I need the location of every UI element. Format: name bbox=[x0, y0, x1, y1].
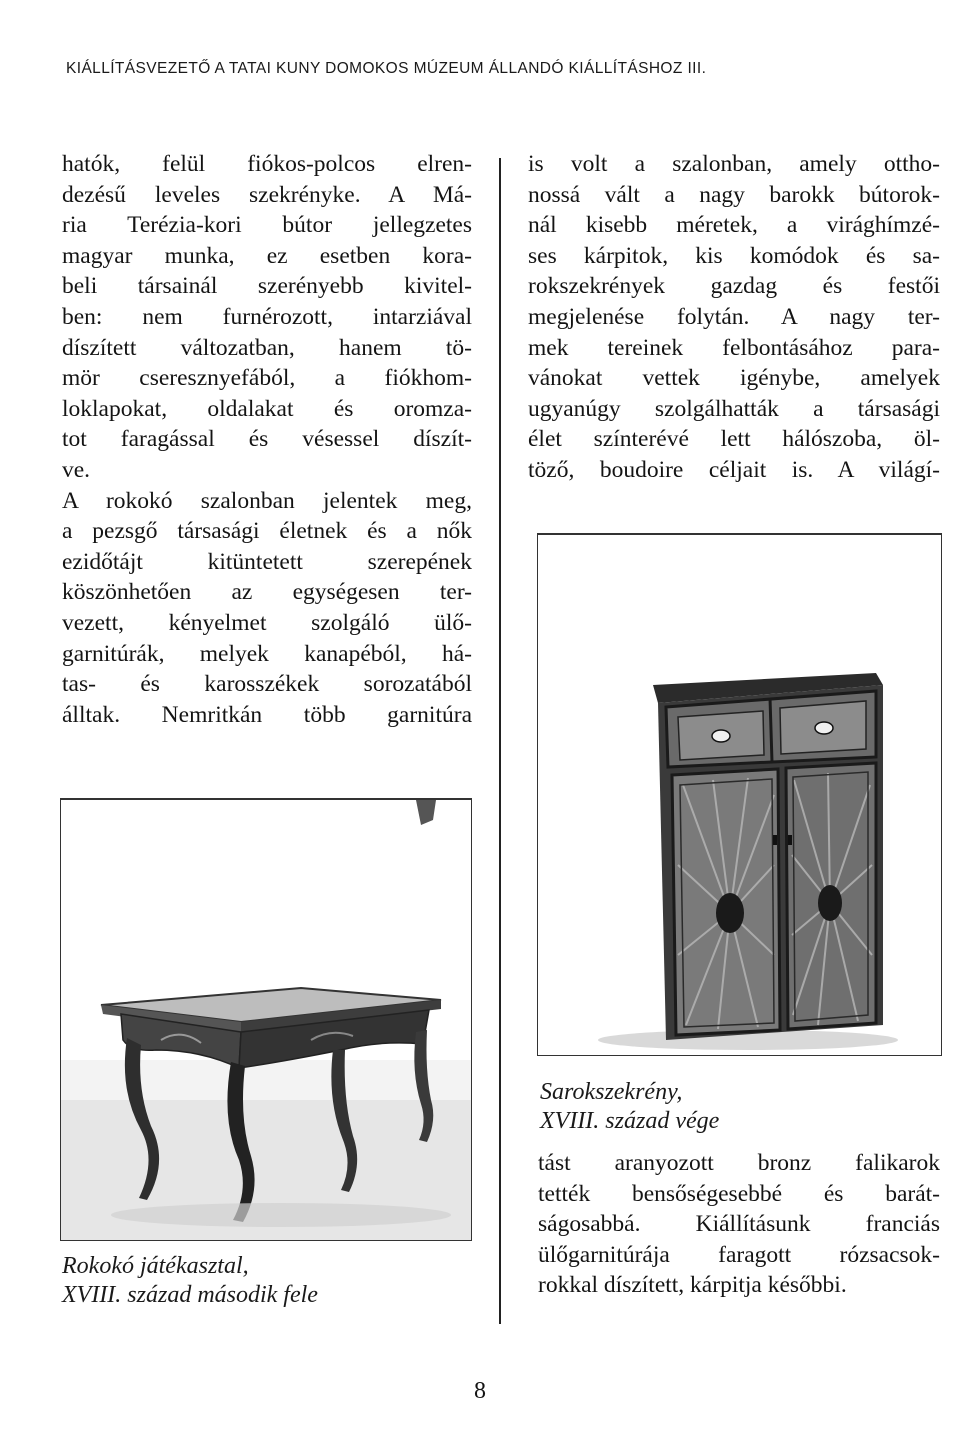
caption-line: Rokokó játékasztal, bbox=[62, 1253, 249, 1279]
text-line: tást aranyozott bronz falikarok bbox=[538, 1150, 940, 1176]
text-line: töző, boudoire céljait is. A világí- bbox=[528, 456, 940, 483]
text-line: vezett, kényelmet szolgáló ülő- bbox=[62, 609, 472, 636]
page-number: 8 bbox=[474, 1378, 486, 1404]
text-line: nossá vált a nagy barokk bútorok- bbox=[528, 181, 940, 208]
table-caption bbox=[62, 1252, 318, 1310]
caption-line: Sarokszekrény, bbox=[540, 1079, 683, 1105]
text-line: loklapokat, oldalakat és oromza- bbox=[62, 395, 472, 422]
column-divider bbox=[499, 158, 501, 1324]
text-line: ugyanúgy szolgálhatták a társasági bbox=[528, 395, 940, 422]
caption-line: XVIII. század vége bbox=[540, 1108, 720, 1134]
text-line: ses kárpitok, kis komódok és sa- bbox=[528, 242, 940, 269]
text-line: rokkal díszített, kárpitja későbbi. bbox=[538, 1272, 847, 1299]
text-line: díszített változatban, hanem tö- bbox=[62, 334, 472, 361]
running-header: KIÁLLÍTÁSVEZETŐ A TATAI KUNY DOMOKOS MÚZEUM ÁLLANDÓ KIÁLLÍTÁSHOZ III. bbox=[66, 60, 707, 77]
text-line: mör cseresznyefából, a fiókhom- bbox=[62, 365, 472, 392]
text-line: vánokat vettek igénybe, amelyek bbox=[528, 365, 940, 392]
text-line: ve. bbox=[62, 456, 91, 483]
text-line: ezidőtájt kitüntetett szerepének bbox=[62, 548, 472, 575]
corner-cabinet-illustration bbox=[538, 535, 941, 1055]
text-line: köszönhetően az egységesen ter- bbox=[62, 579, 472, 606]
text-line: tot faragással és vésessel díszít- bbox=[62, 426, 472, 453]
text-line: garnitúrák, melyek kanapéból, há- bbox=[62, 640, 472, 667]
cabinet-caption bbox=[540, 1078, 719, 1136]
text-line: tették bensőségesebbé és barát- bbox=[538, 1180, 940, 1207]
left-text-column bbox=[62, 149, 472, 730]
text-line: is volt a szalonban, amely ottho- bbox=[528, 151, 940, 177]
text-line: A rokokó szalonban jelentek meg, bbox=[62, 487, 472, 514]
caption-line: XVIII. század második fele bbox=[62, 1282, 318, 1308]
cabinet-photo bbox=[537, 533, 942, 1056]
text-line: álltak. Nemritkán több garnitúra bbox=[62, 701, 472, 728]
text-line: a pezsgő társasági életnek és a nők bbox=[62, 518, 472, 545]
text-line: ria Terézia-kori bútor jellegzetes bbox=[62, 212, 472, 239]
text-line: hatók, felül fiókos-polcos elren- bbox=[62, 151, 472, 177]
text-line: rokszekrények gazdag és festői bbox=[528, 273, 940, 300]
text-line: ülőgarnitúrája faragott rózsacsok- bbox=[538, 1241, 940, 1268]
text-line: megjelenése folytán. A nagy ter- bbox=[528, 303, 940, 330]
rococo-table-illustration bbox=[61, 800, 471, 1240]
text-line: ben: nem furnérozott, intarziával bbox=[62, 303, 472, 330]
text-line: magyar munka, ez esetben kora- bbox=[62, 242, 472, 269]
right-text-column-bottom bbox=[538, 1148, 940, 1301]
text-line: beli társainál szerényebb kivitel- bbox=[62, 273, 472, 300]
right-text-column-top bbox=[528, 149, 940, 486]
text-line: ságosabbá. Kiállításunk franciás bbox=[538, 1211, 940, 1238]
text-line: dezésű leveles szekrényke. A Má- bbox=[62, 181, 472, 208]
text-line: élet színterévé lett hálószoba, öl- bbox=[528, 426, 940, 453]
text-line: tas- és karosszékek sorozatából bbox=[62, 671, 472, 698]
table-photo bbox=[60, 798, 472, 1241]
text-line: mek tereinek felbontásához para- bbox=[528, 334, 940, 361]
text-line: nál kisebb méretek, a virághímzé- bbox=[528, 212, 940, 239]
